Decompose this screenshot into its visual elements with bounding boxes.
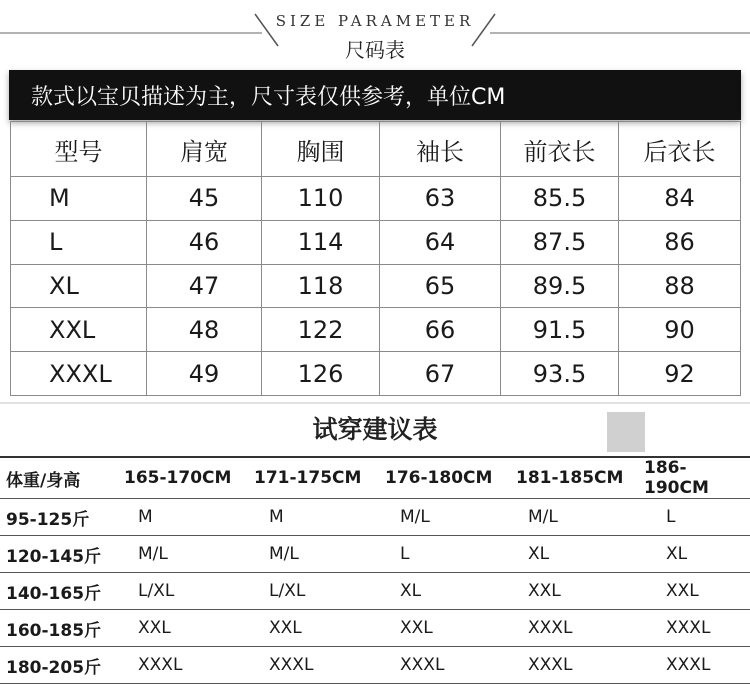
table-cell: XXXL: [254, 647, 385, 684]
size-label-cell: L: [11, 220, 147, 264]
recommend-header-cell: 171-175CM: [254, 457, 385, 499]
size-header-cell: 型号: [11, 122, 147, 177]
recommend-header-cell: 165-170CM: [124, 457, 254, 499]
table-cell: XXXL: [385, 647, 516, 684]
table-cell: M/L: [385, 499, 516, 536]
size-header-cell: 后衣长: [619, 122, 741, 177]
size-header-cell: 胸围: [262, 122, 380, 177]
table-cell: XXXL: [124, 647, 254, 684]
size-label-cell: M: [11, 177, 147, 221]
table-cell: M: [124, 499, 254, 536]
recommend-header-row: [0, 457, 750, 499]
weight-cell: 140-165斤: [0, 573, 124, 610]
size-label-cell: XXXL: [11, 352, 147, 396]
size-label-cell: XL: [11, 264, 147, 308]
table-row: [11, 352, 741, 396]
table-cell: 86: [619, 220, 741, 264]
table-cell: L: [385, 536, 516, 573]
table-row: [0, 536, 750, 573]
table-cell: XXXL: [644, 610, 750, 647]
table-cell: XXL: [516, 573, 644, 610]
table-cell: 84: [619, 177, 741, 221]
weight-cell: 95-125斤: [0, 499, 124, 536]
table-row: [0, 610, 750, 647]
recommend-title: 试穿建议表: [312, 415, 438, 444]
table-cell: 110: [262, 177, 380, 221]
section-divider: [0, 402, 750, 404]
table-cell: XL: [516, 536, 644, 573]
table-row: [11, 264, 741, 308]
table-cell: XL: [644, 536, 750, 573]
table-cell: 92: [619, 352, 741, 396]
table-cell: XXL: [124, 610, 254, 647]
size-header-cell: 前衣长: [501, 122, 619, 177]
table-cell: XXL: [254, 610, 385, 647]
recommend-header-cell: 186-190CM: [644, 457, 750, 499]
header-title: SIZE PARAMETER: [275, 12, 475, 30]
table-cell: 118: [262, 264, 380, 308]
weight-cell: 120-145斤: [0, 536, 124, 573]
table-cell: M/L: [516, 499, 644, 536]
size-header-cell: 肩宽: [147, 122, 262, 177]
table-cell: 91.5: [501, 308, 619, 352]
weight-cell: 180-205斤: [0, 647, 124, 684]
size-table: [10, 121, 741, 396]
table-cell: XXXL: [516, 610, 644, 647]
table-cell: 65: [380, 264, 501, 308]
size-table-header: [11, 122, 741, 177]
table-cell: 87.5: [501, 220, 619, 264]
page-header: [0, 0, 750, 70]
table-cell: 63: [380, 177, 501, 221]
table-cell: M/L: [254, 536, 385, 573]
table-cell: L/XL: [254, 573, 385, 610]
table-cell: 88: [619, 264, 741, 308]
gray-placeholder-box: [607, 412, 645, 452]
recommend-header-cell: 176-180CM: [385, 457, 516, 499]
table-row: [0, 647, 750, 684]
table-cell: 126: [262, 352, 380, 396]
table-cell: XXL: [385, 610, 516, 647]
table-cell: XL: [385, 573, 516, 610]
table-cell: 64: [380, 220, 501, 264]
table-row: [0, 573, 750, 610]
header-subtitle: 尺码表: [345, 38, 405, 62]
table-cell: XXXL: [644, 647, 750, 684]
recommend-table: [0, 456, 750, 684]
table-cell: L: [644, 499, 750, 536]
table-cell: L/XL: [124, 573, 254, 610]
table-cell: 85.5: [501, 177, 619, 221]
table-cell: M: [254, 499, 385, 536]
table-row: [11, 177, 741, 221]
table-cell: 114: [262, 220, 380, 264]
table-cell: 67: [380, 352, 501, 396]
table-cell: 47: [147, 264, 262, 308]
table-cell: XXL: [644, 573, 750, 610]
table-cell: 89.5: [501, 264, 619, 308]
table-cell: 49: [147, 352, 262, 396]
table-cell: XXXL: [516, 647, 644, 684]
table-row: [0, 499, 750, 536]
table-row: [11, 308, 741, 352]
weight-cell: 160-185斤: [0, 610, 124, 647]
notice-banner-text: 款式以宝贝描述为主，尺寸表仅供参考，单位CM: [31, 85, 506, 110]
table-cell: 90: [619, 308, 741, 352]
table-cell: 66: [380, 308, 501, 352]
table-cell: 48: [147, 308, 262, 352]
table-cell: 93.5: [501, 352, 619, 396]
size-header-cell: 袖长: [380, 122, 501, 177]
recommend-header-cell: 181-185CM: [516, 457, 644, 499]
table-row: [11, 220, 741, 264]
table-cell: 46: [147, 220, 262, 264]
table-cell: M/L: [124, 536, 254, 573]
table-cell: 122: [262, 308, 380, 352]
notice-banner: [9, 70, 741, 120]
recommend-header-cell: 体重/身高: [0, 457, 124, 499]
table-cell: 45: [147, 177, 262, 221]
size-label-cell: XXL: [11, 308, 147, 352]
